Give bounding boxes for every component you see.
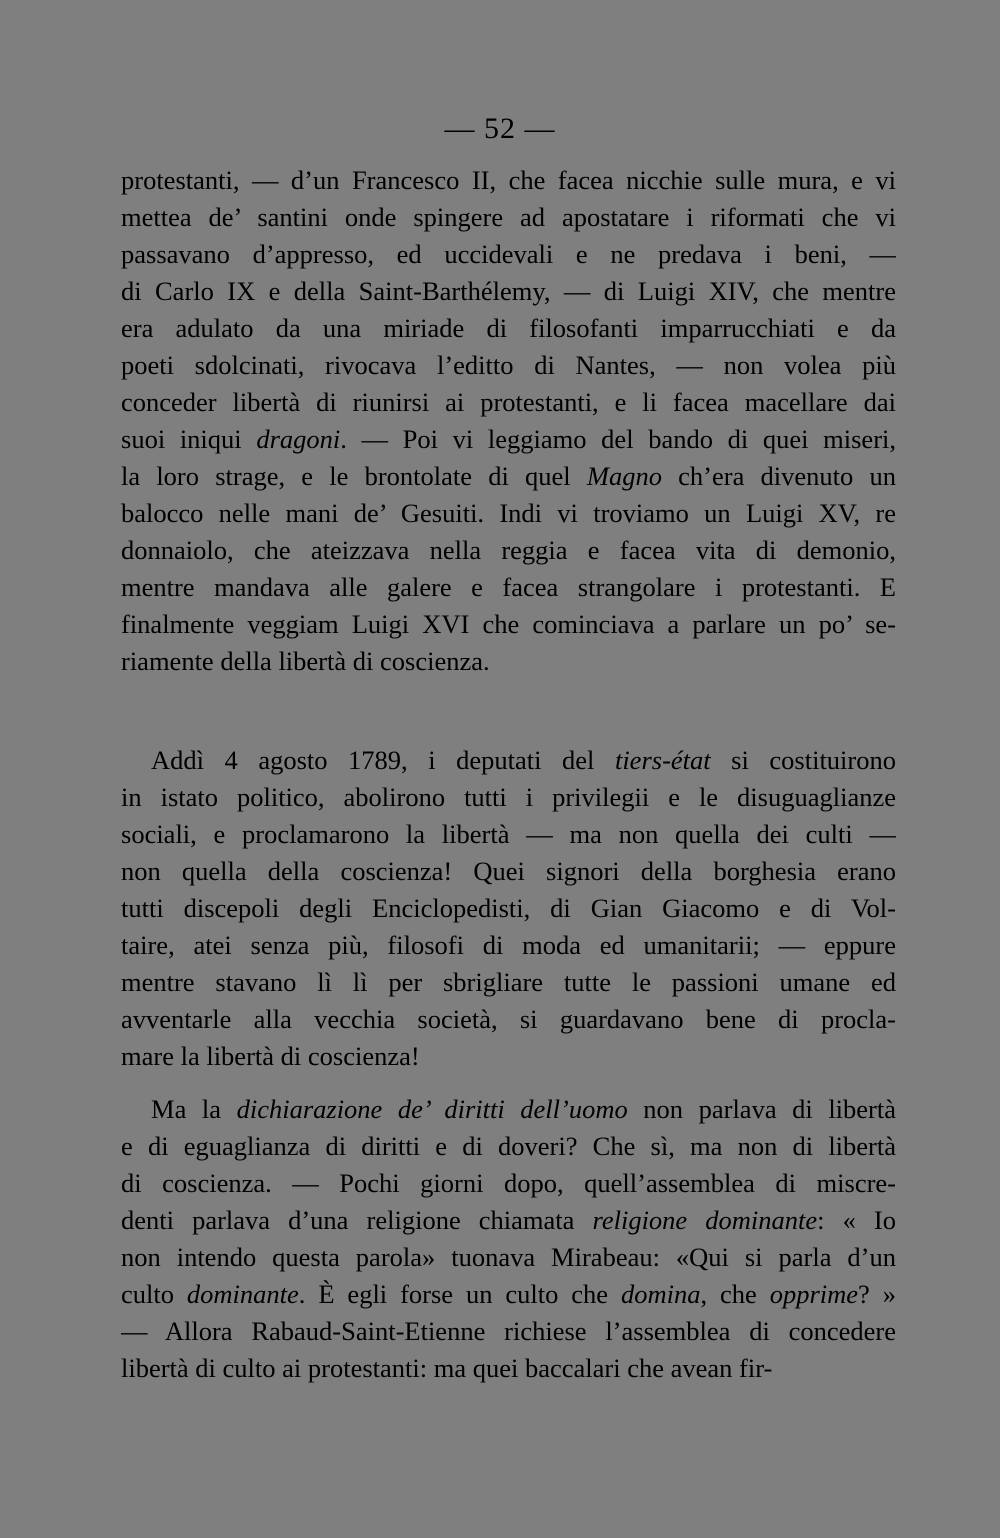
page-number: — 52 — [444,112,556,145]
text-line: conceder libertà di riunirsi ai protestanti, e li facea macellare dai [121,387,896,417]
text-line: culto dominante. È egli forse un culto che domina, che opprime? » [121,1279,896,1309]
text-line: finalmente veggiam Luigi XVI che cominciava a parlare un po’ se- [121,609,896,639]
text-line: e di eguaglianza di diritti e di doveri? Che sì, ma non di libertà [121,1131,896,1161]
text-line: mare la libertà di coscienza! [121,1041,420,1071]
text-line: avventarle alla vecchia società, si guardavano bene di procla- [121,1004,896,1034]
text-line: Addì 4 agosto 1789, i deputati del tiers-état si costituirono [151,745,896,775]
text-line: di Carlo IX e della Saint-Barthélemy, — di Luigi XIV, che mentre [121,276,896,306]
text-line: non quella della coscienza! Quei signori della borghesia erano [121,856,896,886]
text-line: tutti discepoli degli Enciclopedisti, di Gian Giacomo e di Vol- [121,893,896,923]
text-line: sociali, e proclamarono la libertà — ma non quella dei culti — [121,819,896,849]
text-line: non intendo questa parola» tuonava Mirabeau: «Qui si parla d’un [121,1242,896,1272]
text-line: — Allora Rabaud-Saint-Etienne richiese l’assemblea di concedere [121,1316,896,1346]
text-line: mentre stavano lì lì per sbrigliare tutte le passioni umane ed [121,967,896,997]
text-line: mentre mandava alle galere e facea strangolare i protestanti. E [121,572,896,602]
paragraph-2 [121,742,896,1075]
text-line: Ma la dichiarazione de’ diritti dell’uomo non parlava di libertà [151,1094,896,1124]
text-line: passavano d’appresso, ed uccidevali e ne predava i beni, — [121,239,896,269]
text-line: protestanti, — d’un Francesco II, che facea nicchie sulle mura, e vi [121,165,896,195]
text-line: la loro strage, e le brontolate di quel Magno ch’era divenuto un [121,461,896,491]
text-line: suoi iniqui dragoni. — Poi vi leggiamo del bando di quei miseri, [121,424,896,454]
text-line: taire, atei senza più, filosofi di moda ed umanitarii; — eppure [121,930,896,960]
text-line: riamente della libertà di coscienza. [121,646,490,676]
text-line: mettea de’ santini onde spingere ad apostatare i riformati che vi [121,202,896,232]
text-line: denti parlava d’una religione chiamata religione dominante: « Io [121,1205,896,1235]
text-line: libertà di culto ai protestanti: ma quei baccalari che avean fir- [121,1353,773,1383]
text-line: poeti sdolcinati, rivocava l’editto di Nantes, — non volea più [121,350,896,380]
paragraph-1 [121,162,896,680]
text-line: era adulato da una miriade di filosofanti imparrucchiati e da [121,313,896,343]
paragraph-3 [121,1091,896,1387]
text-line: di coscienza. — Pochi giorni dopo, quell’assemblea di miscre- [121,1168,896,1198]
text-line: in istato politico, abolirono tutti i privilegii e le disuguaglianze [121,782,896,812]
text-line: donnaiolo, che ateizzava nella reggia e facea vita di demonio, [121,535,896,565]
text-line: balocco nelle mani de’ Gesuiti. Indi vi troviamo un Luigi XV, re [121,498,896,528]
